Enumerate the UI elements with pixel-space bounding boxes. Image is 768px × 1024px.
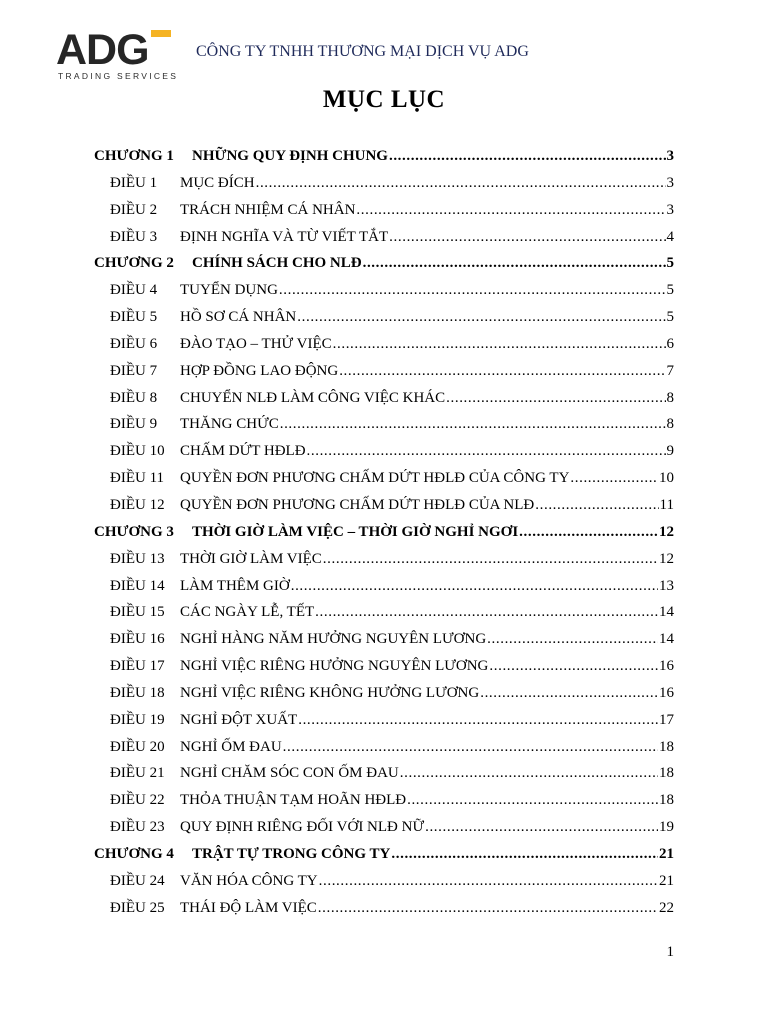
- toc-entry-leader: [315, 604, 658, 621]
- toc-entry-page: 14: [659, 631, 674, 648]
- toc-entry-title: TUYỂN DỤNG: [180, 282, 278, 299]
- toc-entry-page: 12: [659, 523, 674, 540]
- toc-entry-number: ĐIỀU 11: [110, 470, 165, 487]
- toc-entry-title: ĐỊNH NGHĨA VÀ TỪ VIẾT TẮT: [180, 228, 389, 245]
- toc-entry-title: THÁI ĐỘ LÀM VIỆC: [180, 899, 317, 916]
- toc-entry-leader: [489, 658, 658, 675]
- toc-entry-number: ĐIỀU 13: [110, 550, 165, 567]
- toc-entry-leader: [389, 148, 666, 165]
- toc-entry-page: 5: [666, 309, 674, 326]
- toc-entry-leader: [391, 846, 658, 863]
- toc-entry[interactable]: [94, 416, 674, 443]
- toc-entry-title: HỢP ĐỒNG LAO ĐỘNG: [180, 362, 339, 379]
- toc-entry-page: 12: [659, 550, 674, 567]
- toc-entry-title: NGHỈ CHĂM SÓC CON ỐM ĐAU: [180, 765, 399, 782]
- toc-entry[interactable]: [94, 175, 674, 202]
- toc-entry-title: CHÍNH SÁCH CHO NLĐ: [192, 255, 362, 272]
- toc-entry-page: 5: [666, 282, 674, 299]
- toc-entry-page: 8: [666, 416, 674, 433]
- toc-entry[interactable]: [94, 229, 674, 256]
- table-of-contents: [94, 148, 674, 926]
- toc-entry-page: 21: [659, 845, 674, 862]
- toc-entry-page: 11: [659, 496, 674, 513]
- toc-entry-title: THỜI GIỜ LÀM VIỆC – THỜI GIỜ NGHỈ NGƠI: [192, 523, 519, 540]
- toc-entry-page: 3: [666, 201, 674, 218]
- toc-entry-page: 21: [659, 872, 674, 889]
- toc-entry[interactable]: [94, 765, 674, 792]
- toc-entry-leader: [487, 631, 658, 648]
- toc-entry[interactable]: [94, 819, 674, 846]
- toc-entry-leader: [446, 390, 665, 407]
- toc-entry-number: ĐIỀU 19: [110, 711, 165, 728]
- toc-entry[interactable]: [94, 685, 674, 712]
- toc-entry-leader: [570, 470, 658, 487]
- toc-entry-leader: [318, 900, 658, 917]
- adg-logo-letters: ADG: [56, 26, 149, 70]
- toc-entry-title: NGHỈ HÀNG NĂM HƯỞNG NGUYÊN LƯƠNG: [180, 631, 487, 648]
- toc-entry-number: ĐIỀU 24: [110, 872, 165, 889]
- toc-entry[interactable]: [94, 309, 674, 336]
- adg-logo-accent: [151, 30, 171, 37]
- toc-entry-leader: [283, 739, 658, 756]
- toc-entry-page: 18: [659, 738, 674, 755]
- toc-entry-title: LÀM THÊM GIỜ: [180, 577, 290, 594]
- toc-entry-page: 17: [659, 711, 674, 728]
- toc-entry-title: CÁC NGÀY LỄ, TẾT: [180, 604, 315, 621]
- toc-entry-number: ĐIỀU 12: [110, 496, 165, 513]
- toc-entry[interactable]: [94, 873, 674, 900]
- toc-entry-leader: [280, 416, 666, 433]
- toc-entry-leader: [363, 255, 666, 272]
- toc-entry-number: ĐIỀU 6: [110, 335, 158, 352]
- toc-entry-leader: [297, 309, 665, 326]
- toc-entry-number: ĐIỀU 22: [110, 792, 165, 809]
- toc-entry[interactable]: [94, 148, 674, 175]
- toc-entry-page: 16: [659, 684, 674, 701]
- toc-entry[interactable]: [94, 336, 674, 363]
- toc-entry-title: NGHỈ VIỆC RIÊNG HƯỞNG NGUYÊN LƯƠNG: [180, 658, 489, 675]
- toc-entry[interactable]: [94, 551, 674, 578]
- toc-entry[interactable]: [94, 497, 674, 524]
- toc-entry-number: ĐIỀU 16: [110, 631, 165, 648]
- toc-entry-number: ĐIỀU 21: [110, 765, 165, 782]
- toc-entry-title: NGHỈ VIỆC RIÊNG KHÔNG HƯỞNG LƯƠNG: [180, 684, 480, 701]
- toc-entry-leader: [333, 336, 666, 353]
- toc-entry-number: ĐIỀU 23: [110, 819, 165, 836]
- toc-entry-page: 4: [666, 228, 674, 245]
- toc-entry-title: THĂNG CHỨC: [180, 416, 279, 433]
- company-name: CÔNG TY TNHH THƯƠNG MẠI DỊCH VỤ ADG: [196, 43, 529, 60]
- toc-entry[interactable]: [94, 846, 674, 873]
- toc-entry[interactable]: [94, 604, 674, 631]
- toc-entry-title: MỤC ĐÍCH: [180, 174, 255, 191]
- page-title: MỤC LỤC: [322, 86, 446, 113]
- toc-entry[interactable]: [94, 470, 674, 497]
- toc-entry-title: TRẬT TỰ TRONG CÔNG TY: [192, 845, 391, 862]
- toc-entry[interactable]: [94, 443, 674, 470]
- toc-entry-page: 18: [659, 765, 674, 782]
- toc-entry-leader: [356, 202, 665, 219]
- toc-entry[interactable]: [94, 363, 674, 390]
- toc-entry-leader: [389, 229, 665, 246]
- toc-entry-number: ĐIỀU 14: [110, 577, 165, 594]
- toc-entry-title: QUYỀN ĐƠN PHƯƠNG CHẤM DỨT HĐLĐ CỦA CÔNG TY: [180, 470, 570, 487]
- toc-entry-number: CHƯƠNG 2: [94, 255, 174, 272]
- toc-entry-title: ĐÀO TẠO – THỬ VIỆC: [180, 335, 332, 352]
- toc-entry-page: 13: [659, 577, 674, 594]
- toc-entry-title: HỒ SƠ CÁ NHÂN: [180, 309, 297, 326]
- toc-entry-leader: [519, 524, 658, 541]
- toc-entry-number: ĐIỀU 10: [110, 443, 165, 460]
- toc-entry[interactable]: [94, 792, 674, 819]
- toc-entry[interactable]: [94, 739, 674, 766]
- toc-entry-leader: [279, 282, 666, 299]
- toc-entry-page: 14: [659, 604, 674, 621]
- toc-entry-leader: [480, 685, 658, 702]
- toc-entry-page: 16: [659, 658, 674, 675]
- toc-entry-number: ĐIỀU 5: [110, 309, 158, 326]
- toc-entry-title: VĂN HÓA CÔNG TY: [180, 872, 318, 889]
- toc-entry-title: TRÁCH NHIỆM CÁ NHÂN: [180, 201, 356, 218]
- toc-entry-number: ĐIỀU 18: [110, 684, 165, 701]
- toc-entry-page: 3: [666, 174, 674, 191]
- toc-entry-number: CHƯƠNG 1: [94, 148, 174, 164]
- toc-entry-leader: [307, 443, 666, 460]
- page-header: [56, 26, 716, 86]
- toc-entry-number: ĐIỀU 7: [110, 362, 158, 379]
- toc-entry-title: NGHỈ ĐỘT XUẤT: [180, 711, 298, 728]
- toc-entry-number: ĐIỀU 9: [110, 416, 158, 433]
- toc-entry-page: 18: [659, 792, 674, 809]
- toc-entry-leader: [291, 578, 658, 595]
- toc-entry[interactable]: [94, 631, 674, 658]
- toc-entry[interactable]: [94, 578, 674, 605]
- toc-entry-title: CHẤM DỨT HĐLĐ: [180, 443, 306, 460]
- toc-entry-title: NHỮNG QUY ĐỊNH CHUNG: [192, 148, 388, 164]
- toc-entry-page: 6: [666, 335, 674, 352]
- toc-entry[interactable]: [94, 390, 674, 417]
- toc-entry[interactable]: [94, 255, 674, 282]
- logo-subtitle: TRADING SERVICES: [58, 71, 179, 81]
- toc-entry-number: CHƯƠNG 3: [94, 523, 174, 540]
- toc-entry-number: ĐIỀU 4: [110, 282, 158, 299]
- toc-entry[interactable]: [94, 524, 674, 551]
- toc-entry-title: QUY ĐỊNH RIÊNG ĐỐI VỚI NLĐ NỮ: [180, 819, 425, 836]
- toc-entry-title: NGHỈ ỐM ĐAU: [180, 738, 282, 755]
- toc-entry-number: ĐIỀU 17: [110, 658, 165, 675]
- toc-entry-number: ĐIỀU 8: [110, 389, 158, 406]
- toc-entry-title: QUYỀN ĐƠN PHƯƠNG CHẤM DỨT HĐLĐ CỦA NLĐ: [180, 496, 535, 513]
- toc-entry-leader: [298, 712, 658, 729]
- toc-entry-leader: [339, 363, 665, 380]
- toc-entry-leader: [535, 497, 658, 514]
- toc-entry-leader: [323, 551, 658, 568]
- toc-entry-page: 8: [666, 389, 674, 406]
- page-number: 1: [666, 944, 674, 960]
- toc-entry[interactable]: [94, 282, 674, 309]
- toc-entry-number: ĐIỀU 15: [110, 604, 165, 621]
- toc-entry-number: ĐIỀU 1: [110, 174, 158, 191]
- toc-entry-page: 10: [659, 470, 674, 487]
- toc-entry-number: ĐIỀU 25: [110, 899, 165, 916]
- toc-entry[interactable]: [94, 900, 674, 927]
- toc-entry-number: CHƯƠNG 4: [94, 845, 174, 862]
- toc-entry-leader: [319, 873, 658, 890]
- toc-entry-leader: [400, 765, 658, 782]
- toc-entry-leader: [425, 819, 658, 836]
- toc-entry-leader: [407, 792, 658, 809]
- toc-entry-leader: [256, 175, 666, 192]
- toc-entry-page: 9: [666, 443, 674, 460]
- toc-entry-title: THỜI GIỜ LÀM VIỆC: [180, 550, 322, 567]
- toc-entry-title: CHUYỂN NLĐ LÀM CÔNG VIỆC KHÁC: [180, 389, 446, 406]
- toc-entry-number: ĐIỀU 20: [110, 738, 165, 755]
- toc-entry-page: 19: [659, 819, 674, 836]
- adg-logo-wordmark: [56, 26, 180, 70]
- toc-entry-page: 5: [666, 255, 674, 272]
- toc-entry[interactable]: [94, 658, 674, 685]
- toc-entry[interactable]: [94, 202, 674, 229]
- adg-logo: [56, 26, 180, 84]
- toc-entry[interactable]: [94, 712, 674, 739]
- toc-entry-number: ĐIỀU 3: [110, 228, 158, 245]
- toc-entry-page: 3: [666, 148, 674, 164]
- toc-entry-title: THỎA THUẬN TẠM HOÃN HĐLĐ: [180, 792, 407, 809]
- toc-entry-number: ĐIỀU 2: [110, 201, 158, 218]
- toc-entry-page: 7: [666, 362, 674, 379]
- toc-entry-page: 22: [659, 899, 674, 916]
